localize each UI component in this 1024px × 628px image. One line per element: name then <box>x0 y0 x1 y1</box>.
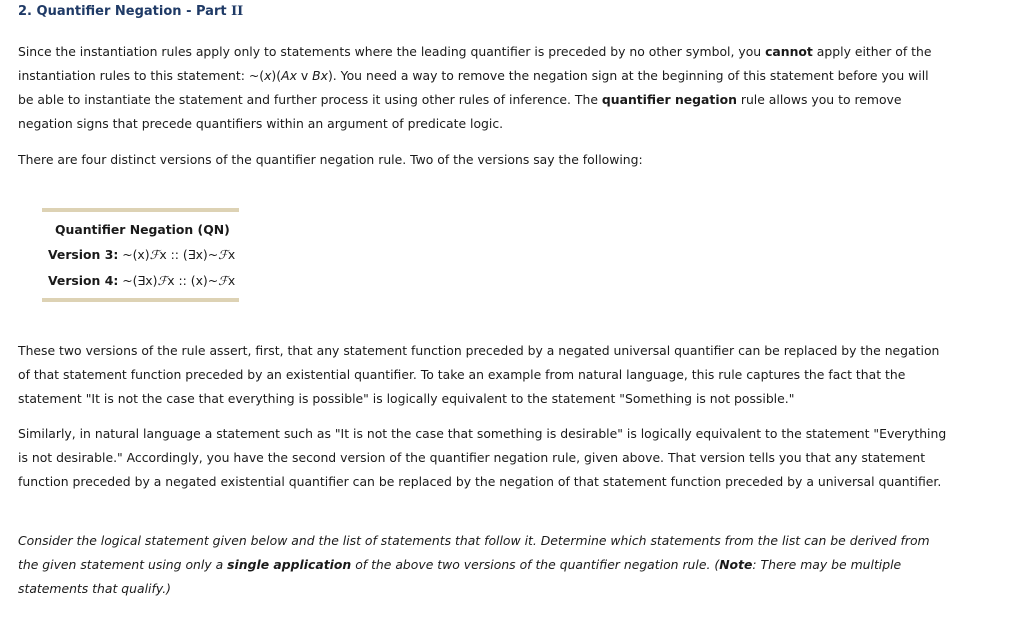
section-title-text: Quantifier Negation - Part <box>36 4 232 19</box>
section-title-roman: II <box>231 4 244 19</box>
qn-v4-part-a: ~(∃x) <box>118 273 158 288</box>
qn-v3-part-a: ~(x) <box>118 247 150 262</box>
section-title <box>18 4 243 19</box>
qn-v4-script-f1: ℱ <box>157 273 168 288</box>
intro-bold-qn: quantifier negation <box>601 92 737 107</box>
intro-text-1: Since the instantiation rules apply only to statements where the leading quantifier is preceded by no other symbol, you <box>18 44 766 59</box>
instruction-text-1: Consider the logical statement given below and the list of statements that follow it. Determine which statements from the list can be derived from the given statement using only a <box>18 533 930 572</box>
instruction-bold-single: single application <box>227 557 352 572</box>
intro-text-6: rule allows you to remove negation signs that precede quantifiers within an argument of predicate logic. <box>18 92 902 131</box>
qn-v3-script-f1: ℱ <box>149 247 160 262</box>
instruction-bold-note: Note <box>719 557 753 572</box>
instruction-paragraph <box>18 529 948 601</box>
intro-text-4: v <box>296 68 313 83</box>
intro-italic-bx: Bx <box>312 68 328 83</box>
qn-version-3 <box>48 247 235 262</box>
qn-v3-script-f2: ℱ <box>218 247 228 262</box>
qn-v4-part-c: x <box>227 273 236 288</box>
instruction-text-2: of the above two versions of the quantifier negation rule. ( <box>351 557 720 572</box>
qn-v4-script-f2: ℱ <box>218 273 228 288</box>
explanation-paragraph-2: Similarly, in natural language a statement such as "It is not the case that something is desirable" is logically equivalent to the statement "Everything is not desirable." Accordingly, you have the second version of the quantifier negation rule, given above. That version tells you that any statement function preceded by a negated existential quantifier can be replaced by the negation of that statement function preceded by a universal quantifier. <box>18 426 947 489</box>
intro-text-2: apply either of the instantiation rules to this statement: ~( <box>18 44 932 83</box>
instruction-text-3: : There may be multiple statements that qualify.) <box>18 557 902 596</box>
qn-version-4 <box>48 273 235 288</box>
intro-paragraph <box>18 40 948 136</box>
qn-v3-part-c: x <box>227 247 236 262</box>
intro-italic-ax: Ax <box>281 68 297 83</box>
qn-version-4-label: Version 4: <box>48 273 119 288</box>
qn-version-3-label: Version 3: <box>48 247 119 262</box>
intro-text-3: )( <box>271 68 282 83</box>
quantifier-negation-box <box>42 208 239 302</box>
versions-paragraph: There are four distinct versions of the quantifier negation rule. Two of the versions say the following: <box>18 152 643 167</box>
qn-v4-part-b: x :: (x)~ <box>167 273 219 288</box>
qn-box-heading: Quantifier Negation (QN) <box>55 222 230 237</box>
intro-text-5: ). You need a way to remove the negation sign at the beginning of this statement before you will be able to instantiate the statement and further process it using other rules of inference. The <box>18 68 929 107</box>
section-number: 2. <box>18 4 32 19</box>
intro-bold-cannot: cannot <box>765 44 813 59</box>
intro-italic-x: x <box>264 68 272 83</box>
qn-v3-part-b: x :: (∃x)~ <box>159 247 219 262</box>
explanation-paragraph-1: These two versions of the rule assert, first, that any statement function preceded by a negated universal quantifier can be replaced by the negation of that statement function preceded by an existential quantifier. To take an example from natural language, this rule captures the fact that the statement "It is not the case that everything is possible" is logically equivalent to the statement "Something is not possible." <box>18 343 940 406</box>
